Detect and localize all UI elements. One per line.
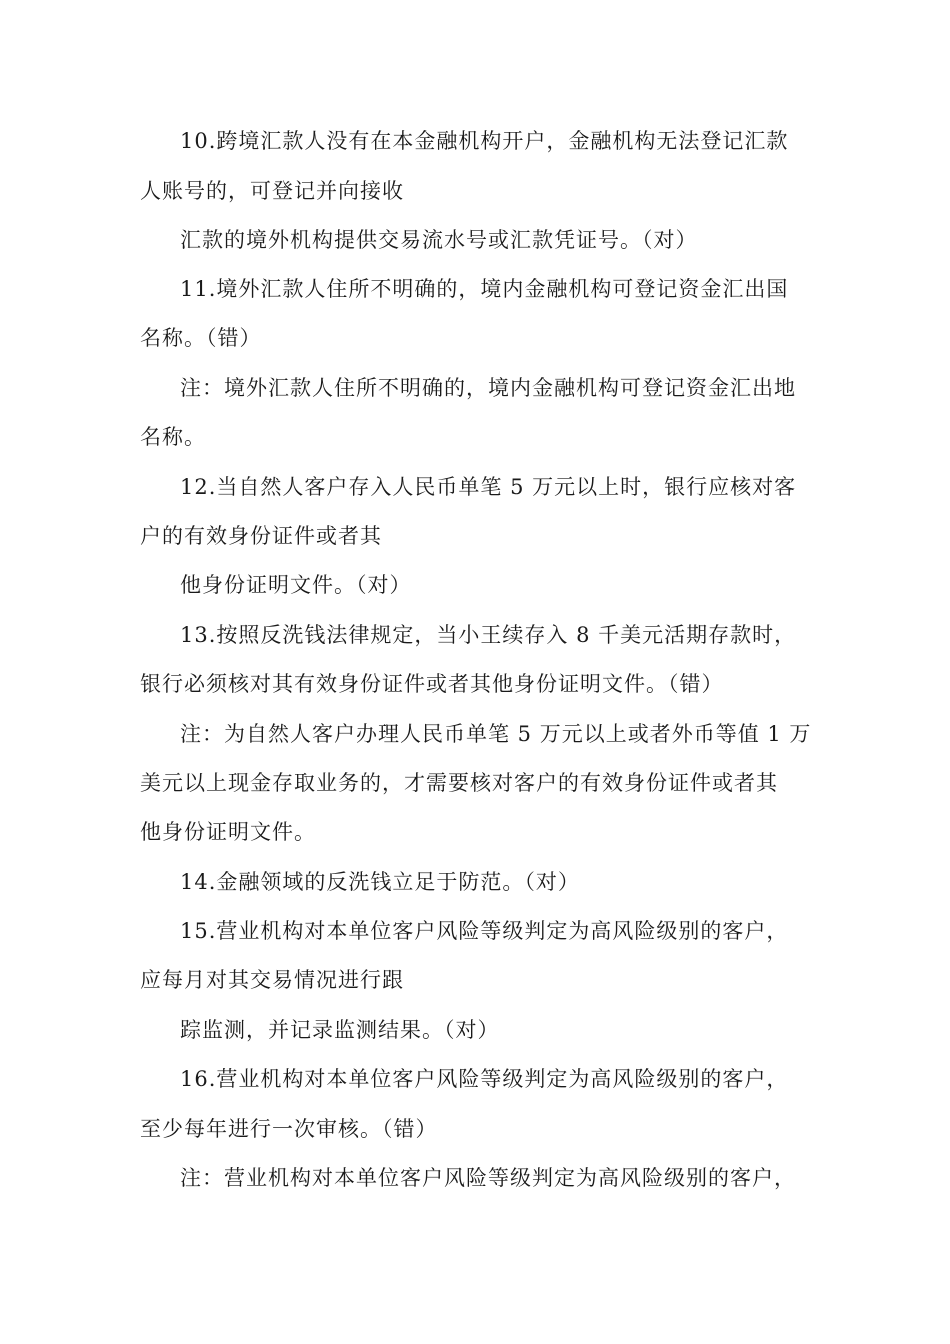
paragraph-line: 11.境外汇款人住所不明确的，境内金融机构可登记资金汇出国 <box>180 277 789 301</box>
paragraph-line: 银行必须核对其有效身份证件或者其他身份证明文件。（错） <box>140 672 724 696</box>
paragraph-line: 注：为自然人客户办理人民币单笔 5 万元以上或者外币等值 1 万 <box>180 722 812 746</box>
paragraph-line: 名称。（错） <box>140 326 262 350</box>
paragraph-line: 他身份证明文件。 <box>140 820 316 844</box>
paragraph-line: 10.跨境汇款人没有在本金融机构开户，金融机构无法登记汇款 <box>180 129 789 153</box>
paragraph-line: 12.当自然人客户存入人民币单笔 5 万元以上时，银行应核对客 <box>180 475 797 499</box>
paragraph-line: 汇款的境外机构提供交易流水号或汇款凭证号。（对） <box>180 228 698 252</box>
paragraph-line: 户的有效身份证件或者其 <box>140 524 382 548</box>
paragraph-line: 应每月对其交易情况进行跟 <box>140 968 404 992</box>
paragraph-line: 14.金融领域的反洗钱立足于防范。（对） <box>180 870 580 894</box>
paragraph-line: 名称。 <box>140 425 206 449</box>
paragraph-line: 人账号的，可登记并向接收 <box>140 179 404 203</box>
paragraph-line: 15.营业机构对本单位客户风险等级判定为高风险级别的客户， <box>180 919 789 943</box>
paragraph-line: 至少每年进行一次审核。（错） <box>140 1117 438 1141</box>
paragraph-line: 美元以上现金存取业务的，才需要核对客户的有效身份证件或者其 <box>140 771 778 795</box>
paragraph-line: 注：境外汇款人住所不明确的，境内金融机构可登记资金汇出地 <box>180 376 796 400</box>
paragraph-line: 踪监测，并记录监测结果。（对） <box>180 1018 500 1042</box>
paragraph-line: 注：营业机构对本单位客户风险等级判定为高风险级别的客户， <box>180 1166 796 1190</box>
paragraph-line: 他身份证明文件。（对） <box>180 573 412 597</box>
paragraph-line: 16.营业机构对本单位客户风险等级判定为高风险级别的客户， <box>180 1067 789 1091</box>
paragraph-line: 13.按照反洗钱法律规定，当小王续存入 8 千美元活期存款时， <box>180 623 797 647</box>
